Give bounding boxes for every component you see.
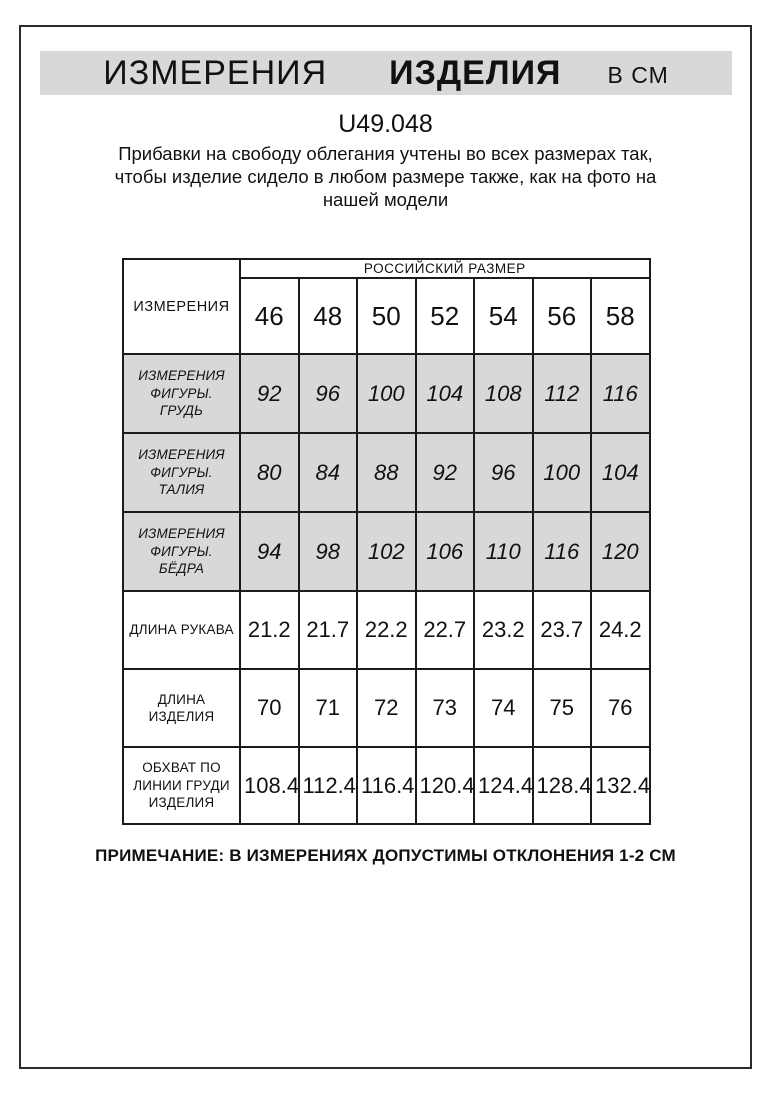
value-cell: 108.4 bbox=[240, 747, 299, 824]
value-cell: 124.4 bbox=[474, 747, 533, 824]
article-number: U49.048 bbox=[338, 110, 433, 138]
russian-size-header-cell: РОССИЙСКИЙ РАЗМЕР bbox=[240, 259, 650, 278]
row-label-cell: ИЗМЕРЕНИЯ ФИГУРЫ. БЁДРА bbox=[123, 512, 240, 591]
value-cell: 96 bbox=[474, 433, 533, 512]
table-row-body-waist bbox=[123, 433, 650, 512]
row-label-cell: ДЛИНА РУКАВА bbox=[123, 591, 240, 669]
value-cell: 74 bbox=[474, 669, 533, 747]
title-bar bbox=[40, 51, 732, 95]
fit-allowance-note bbox=[21, 142, 750, 211]
table-row-sleeve-length bbox=[123, 591, 650, 669]
value-cell: 110 bbox=[474, 512, 533, 591]
value-cell: 70 bbox=[240, 669, 299, 747]
measure-column-header-cell: ИЗМЕРЕНИЯ bbox=[123, 259, 240, 354]
value-cell: 73 bbox=[416, 669, 475, 747]
row-label-cell: ДЛИНА ИЗДЕЛИЯ bbox=[123, 669, 240, 747]
value-cell: 72 bbox=[357, 669, 416, 747]
value-cell: 98 bbox=[299, 512, 358, 591]
value-cell: 100 bbox=[533, 433, 592, 512]
value-cell: 80 bbox=[240, 433, 299, 512]
value-cell: 92 bbox=[240, 354, 299, 433]
value-cell: 108 bbox=[474, 354, 533, 433]
size-header-cell-52: 52 bbox=[416, 278, 475, 354]
value-cell: 120.4 bbox=[416, 747, 475, 824]
table-row-chest-girth bbox=[123, 747, 650, 824]
value-cell: 75 bbox=[533, 669, 592, 747]
title-measurements: ИЗМЕРЕНИЯ bbox=[103, 53, 328, 92]
table-row-body-hips bbox=[123, 512, 650, 591]
value-cell: 22.7 bbox=[416, 591, 475, 669]
row-label-cell: ИЗМЕРЕНИЯ ФИГУРЫ. ТАЛИЯ bbox=[123, 433, 240, 512]
table-row-group-header bbox=[123, 259, 650, 278]
value-cell: 132.4 bbox=[591, 747, 650, 824]
value-cell: 104 bbox=[591, 433, 650, 512]
tolerance-note: ПРИМЕЧАНИЕ: В ИЗМЕРЕНИЯХ ДОПУСТИМЫ ОТКЛОНЕНИЯ 1-2 СМ bbox=[95, 846, 676, 865]
value-cell: 104 bbox=[416, 354, 475, 433]
value-cell: 88 bbox=[357, 433, 416, 512]
title-units: В СМ bbox=[607, 61, 669, 88]
value-cell: 23.7 bbox=[533, 591, 592, 669]
value-cell: 106 bbox=[416, 512, 475, 591]
value-cell: 21.2 bbox=[240, 591, 299, 669]
value-cell: 96 bbox=[299, 354, 358, 433]
size-header-cell-58: 58 bbox=[591, 278, 650, 354]
value-cell: 94 bbox=[240, 512, 299, 591]
fit-note-line-1: Прибавки на свободу облегания учтены во всех размерах так, bbox=[118, 143, 653, 164]
size-header-cell-56: 56 bbox=[533, 278, 592, 354]
table-row-garment-length bbox=[123, 669, 650, 747]
title-product: ИЗДЕЛИЯ bbox=[389, 53, 562, 92]
row-label-cell: ОБХВАТ ПО ЛИНИИ ГРУДИ ИЗДЕЛИЯ bbox=[123, 747, 240, 824]
value-cell: 24.2 bbox=[591, 591, 650, 669]
value-cell: 22.2 bbox=[357, 591, 416, 669]
size-header-cell-54: 54 bbox=[474, 278, 533, 354]
fit-note-line-3: нашей модели bbox=[322, 189, 449, 210]
page-frame bbox=[19, 25, 752, 1069]
fit-note-line-2: чтобы изделие сидело в любом размере также, как на фото на bbox=[114, 166, 657, 187]
table-row-body-chest bbox=[123, 354, 650, 433]
value-cell: 92 bbox=[416, 433, 475, 512]
value-cell: 116 bbox=[533, 512, 592, 591]
size-header-cell-48: 48 bbox=[299, 278, 358, 354]
value-cell: 21.7 bbox=[299, 591, 358, 669]
value-cell: 71 bbox=[299, 669, 358, 747]
value-cell: 128.4 bbox=[533, 747, 592, 824]
value-cell: 112.4 bbox=[299, 747, 358, 824]
value-cell: 100 bbox=[357, 354, 416, 433]
row-label-cell: ИЗМЕРЕНИЯ ФИГУРЫ. ГРУДЬ bbox=[123, 354, 240, 433]
size-header-cell-46: 46 bbox=[240, 278, 299, 354]
size-table bbox=[122, 258, 651, 825]
value-cell: 76 bbox=[591, 669, 650, 747]
value-cell: 84 bbox=[299, 433, 358, 512]
value-cell: 116 bbox=[591, 354, 650, 433]
value-cell: 112 bbox=[533, 354, 592, 433]
value-cell: 102 bbox=[357, 512, 416, 591]
value-cell: 23.2 bbox=[474, 591, 533, 669]
value-cell: 120 bbox=[591, 512, 650, 591]
value-cell: 116.4 bbox=[357, 747, 416, 824]
size-header-cell-50: 50 bbox=[357, 278, 416, 354]
